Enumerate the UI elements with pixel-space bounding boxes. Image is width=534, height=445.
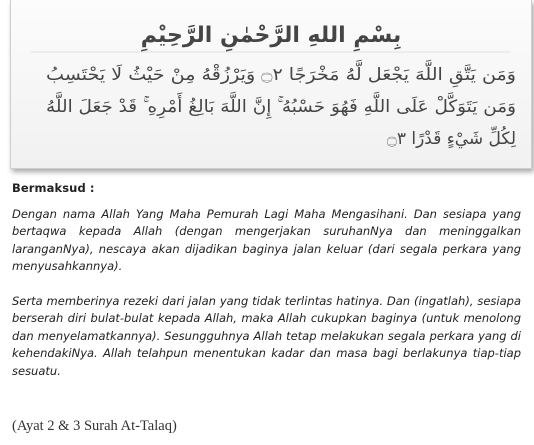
calligraphy-image <box>10 0 532 169</box>
verse-line-3: لِكُلِّ شَيْءٍ قَدْرًا ۝٣ <box>386 129 516 149</box>
verse-line-1: وَمَن يَتَّقِ اللَّهَ يَجْعَل لَّهُ مَخْرَجًا ۝٢ وَيَرْزُقْهُ مِنْ حَيْثُ لَا يَحْتَسِبُ <box>46 65 491 85</box>
verse-line-2: وَمَن يَتَوَكَّلْ عَلَى اللَّهِ فَهُوَ حَسْبُهُ ۚ إِنَّ اللَّهَ بَالِغُ أَمْرِهِ ۚ قَدْ جَعَلَ اللَّهُ <box>46 97 480 117</box>
translation-label: Bermaksud : <box>12 181 95 195</box>
basmala-text: بِسْمِ اللهِ الرَّحْمٰنِ الرَّحِيْمِ <box>140 23 402 48</box>
translation-paragraph-2: Serta memberinya rezeki dari jalan yang tidak terlintas hatinya. Dan (ingatlah), sesiapa berserah diri bulat-bulat kepada Allah, maka Allah cukupkan baginya (untuk menolong dan menyelamatkannya). Sesungguhnya Allah tetap melakukan segala perkara yang di kehendakiNya. Allah telahpun menentukan kadar dan masa bagi berlakunya tiap-tiap sesuatu. <box>12 294 521 378</box>
verse-citation: (Ayat 2 & 3 Surah At-Talaq) <box>12 418 177 434</box>
calligraphy-svg <box>11 0 531 168</box>
translation-paragraph-1: Dengan nama Allah Yang Maha Pemurah Lagi Maha Mengasihani. Dan sesiapa yang bertaqwa kepada Allah (dengan mengerjakan suruhanNya dan meninggalkan laranganNya), nescaya akan dijadikan baginya jalan keluar (dari segala perkara yang menyusahkannya). <box>12 207 521 274</box>
